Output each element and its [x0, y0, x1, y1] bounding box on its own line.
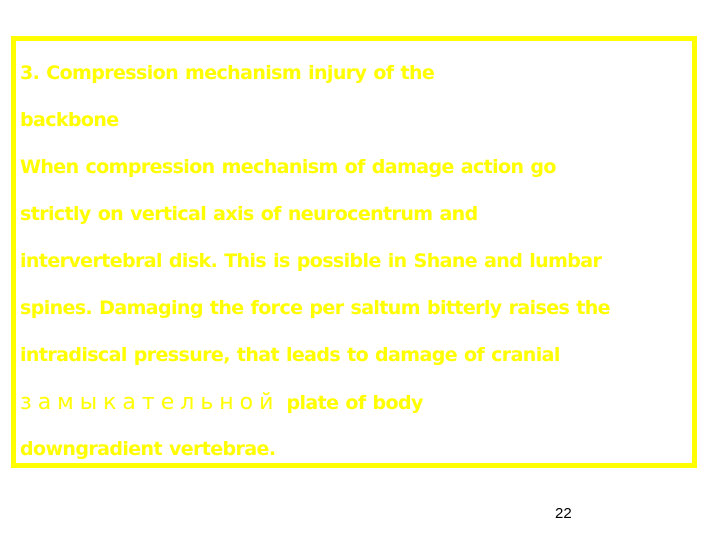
text-line-9: downgradient vertebrae.	[20, 438, 276, 460]
text-line-3: When compression mechanism of damage action go	[20, 156, 556, 178]
text-line-8	[20, 379, 700, 426]
text-line-7: intradiscal pressure, that leads to damage of cranial	[20, 344, 560, 366]
text-line-6: spines. Damaging the force per saltum bitterly raises the	[20, 297, 610, 319]
text-line-4: strictly on vertical axis of neurocentrum and	[20, 203, 478, 225]
text-line-5: intervertebral disk. This is possible in Shane and lumbar	[20, 250, 602, 272]
body-text	[20, 50, 700, 473]
page-number: 22	[555, 505, 572, 522]
text-line-2: backbone	[20, 109, 119, 131]
text-line-1: 3. Compression mechanism injury of the	[20, 62, 435, 84]
cyrillic-word: замыкательной	[20, 390, 280, 415]
text-line-8-rest: plate of body	[279, 392, 423, 414]
